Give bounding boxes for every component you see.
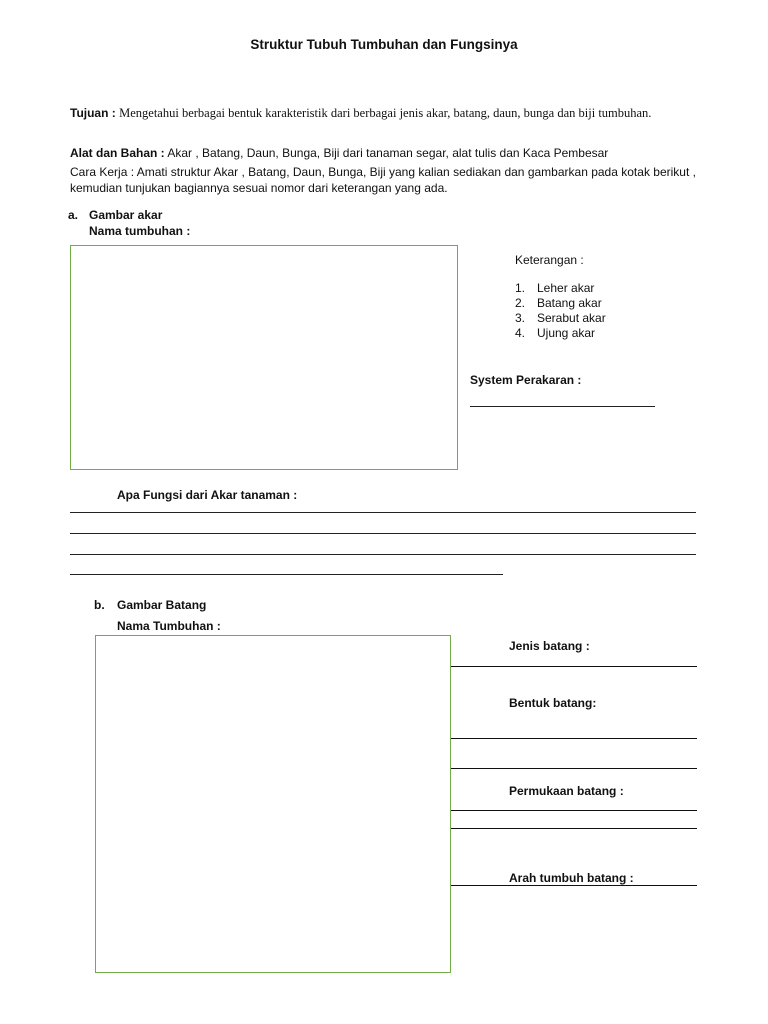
section-a-heading: Gambar akar (89, 208, 163, 222)
list-item: 3. Serabut akar (515, 311, 606, 325)
section-a-marker: a. (68, 208, 79, 222)
tujuan-text: Mengetahui berbagai bentuk karakteristik dari berbagai jenis akar, batang, daun, bunga dan biji tumbuhan. (119, 106, 652, 120)
section-b-plant-name-label: Nama Tumbuhan : (117, 619, 221, 633)
answer-line[interactable] (70, 512, 696, 513)
answer-line[interactable] (70, 533, 696, 534)
bentuk-batang-answer-line[interactable] (451, 738, 697, 739)
section-a-plant-name-label: Nama tumbuhan : (89, 224, 191, 238)
cara-label: Cara Kerja : (70, 165, 135, 179)
arah-tumbuh-batang-answer-line[interactable] (451, 885, 697, 886)
section-b-heading: Gambar Batang (117, 598, 207, 612)
alat-text: Akar , Batang, Daun, Bunga, Biji dari tanaman segar, alat tulis dan Kaca Pembesar (167, 146, 609, 160)
list-item: 1. Leher akar (515, 281, 595, 295)
bentuk-batang-label: Bentuk batang: (509, 696, 597, 710)
cara-paragraph (70, 164, 696, 196)
answer-line[interactable] (70, 554, 696, 555)
answer-line[interactable] (70, 574, 503, 575)
stem-drawing-box[interactable] (95, 635, 451, 973)
tujuan-paragraph (70, 105, 696, 121)
system-perakaran-label: System Perakaran : (470, 373, 582, 387)
root-drawing-box[interactable] (70, 245, 458, 470)
list-item: 4. Ujung akar (515, 326, 596, 340)
page-title: Struktur Tubuh Tumbuhan dan Fungsinya (250, 37, 518, 52)
jenis-batang-label: Jenis batang : (509, 639, 590, 653)
keterangan-label: Keterangan : (515, 253, 584, 267)
alat-paragraph (70, 145, 696, 161)
list-item: 2. Batang akar (515, 296, 602, 310)
system-perakaran-answer-line[interactable] (470, 406, 655, 407)
permukaan-batang-answer-line[interactable] (451, 828, 697, 829)
cara-text: Amati struktur Akar , Batang, Daun, Bunga, Biji yang kalian sediakan dan gambarkan pada kotak berikut , kemudian tunjukan bagiannya sesuai nomor dari keterangan yang ada. (70, 165, 696, 195)
permukaan-batang-label: Permukaan batang : (509, 784, 624, 798)
tujuan-label: Tujuan : (70, 106, 116, 120)
keterangan-list (515, 281, 606, 341)
jenis-batang-answer-line[interactable] (451, 666, 697, 667)
arah-tumbuh-batang-label: Arah tumbuh batang : (509, 871, 634, 885)
section-b-marker: b. (94, 598, 105, 612)
alat-label: Alat dan Bahan : (70, 146, 165, 160)
permukaan-batang-answer-line[interactable] (451, 810, 697, 811)
bentuk-batang-answer-line[interactable] (451, 768, 697, 769)
root-function-question: Apa Fungsi dari Akar tanaman : (117, 488, 298, 502)
